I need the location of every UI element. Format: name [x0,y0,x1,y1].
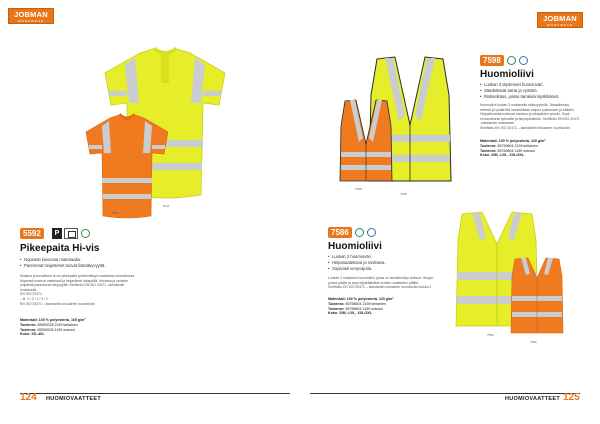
feature-list [20,257,150,269]
feature-item: • Nopeasti kuivuvaa materiaalia. [20,257,150,263]
eco-cert-icon [507,56,516,65]
feature-list [328,254,438,272]
image-label: 7586 [530,340,537,344]
footer-title: HUOMIOVAATTEET [505,396,561,402]
product-title: Huomioliivi [328,241,382,252]
description-text: Huomioliivi luokan 3 mukaisella näkyvyydellä. Tarrakiinnitys edessä ja vyötäröllä mahdollistaa helpon pukemisen ja säädön. Heijastinraidat kulkevat vartalon ja olkapäiden ympäri. Sopii erinomaisesti työmaille ja tieympäristöön. Sertifioitu EN ISO 20471 -standardin mukaisesti. [480,103,580,126]
image-label: 7598 [355,187,362,191]
description-text: Mukava ja turvallinen hi-vis pikeepaita työskentelyyn vaativissa olosuhteissa. Nopeasti kuivuva materiaali ja heijastimet olkapäillä, hihoissa ja vartalon ympärillä parantavat näkyvyyttä. Sertifioitu EN ISO 20471 -standardin mukaisesti. [20,274,136,292]
product-code-badge: 5592 [20,228,44,239]
feature-item: • Sopivasti venyväjoita. [328,266,438,272]
spec-line: Tuotenro: 65759804 2159 keltainen [480,143,538,148]
brand-name: JOBMAN [14,10,48,19]
spec-line: Materiaali: 100 % polyesteria, 120 g/m² [480,139,546,143]
standard-icon [64,228,78,239]
product-code-badge: 7586 [328,227,352,238]
image-label: 5592 [112,211,119,215]
spec-line: Tuotenro: 65559228 2159 keltainen [20,322,78,327]
feature-item: • Säädettävät tarrat ja vyötärö. [480,88,580,94]
feature-list [480,82,580,100]
brand-name: JOBMAN [543,14,577,23]
cert-line: – kl. 2 / 2 / 1 / 2 / 1 [20,296,48,301]
spec-line: Tuotenro: 65759804 1159 oranssi [480,148,535,153]
spec-line: Tuotenro: 65758604 2159 keltainen [328,301,386,306]
eco-cert-icon [81,229,90,238]
product-specs [480,139,590,158]
product-title: Huomioliivi [480,69,534,80]
feature-item: • Ristiselkäus, joissa tarrakiinnitysliitokset. [480,94,580,100]
product-description [20,274,142,306]
product-code-badge: 7598 [480,55,504,66]
feature-item: • Luokan 2 huomioväri. [328,254,438,260]
cert-line: Sertifioitu EN ISO 20471 – standardin mukainen huomioväri luokka 2. [328,285,433,290]
spec-line: Materiaali: 100 % polyesteria, 120 g/m² [328,297,394,301]
cert-line: Sertifioitu EN ISO 20471 – standardin mukainen huomioväri. [480,125,571,130]
image-label: 7586 [487,333,494,337]
brand-logo [8,8,54,24]
product-description [480,103,580,131]
cert-p-badge: P [52,228,62,239]
footer-rule [20,393,290,394]
spec-line: Tuotenro: 65559228 1159 oranssi [20,327,75,332]
orange-polo-image [82,112,172,222]
feature-item: • Paremmat heijastimet tuovat lisänäkyvyyttä. [20,263,150,269]
product-specs [328,297,448,316]
standard-icon [519,56,528,65]
feature-item: • Luokan 3 täydennet huomioväri. [480,82,580,88]
page-number: 125 [563,392,580,403]
footer-title: HUOMIOVAATTEET [46,396,102,402]
page-number: 124 [20,392,37,403]
cert-line: EN ISO 20471 [20,292,42,297]
product-description [328,276,440,290]
description-text: Luokan 2 mukainen huomioliivi, jossa on tarrakiinnitys edessä. Helppo pukea päälle ja sopii käytettäväksi muiden vaatteiden päällä. [328,276,434,285]
standard-icon [367,228,376,237]
brand-tagline: WORKWEAR [17,19,45,23]
feature-item: • Helposaatettava ja sovittava. [328,260,438,266]
spec-line: Materiaali: 100 % polyesteria, 165 g/m² [20,318,86,322]
product-specs [20,318,160,337]
product-title: Pikeepaita Hi-vis [20,243,100,254]
spec-line: Koko: S/M, L/XL, XXL/3XL [480,153,524,158]
brand-logo [537,12,583,28]
image-label: 7598 [400,192,407,196]
spec-line: Tuotenro: 65758604 1159 oranssi [328,306,383,311]
image-label: 5511 [163,204,170,208]
brand-tagline: WORKWEAR [546,23,574,27]
footer-rule [310,393,580,394]
cert-line: EN ISO 20471 – standardin mukainen huomioväri [20,301,95,306]
spec-line: Koko: XS–4XL [20,332,45,337]
spec-line: Koko: S/M, L/XL, XXL/3XL [328,311,372,316]
eco-cert-icon [355,228,364,237]
orange-vest-image [508,256,566,336]
orange-vest-image [337,98,395,184]
